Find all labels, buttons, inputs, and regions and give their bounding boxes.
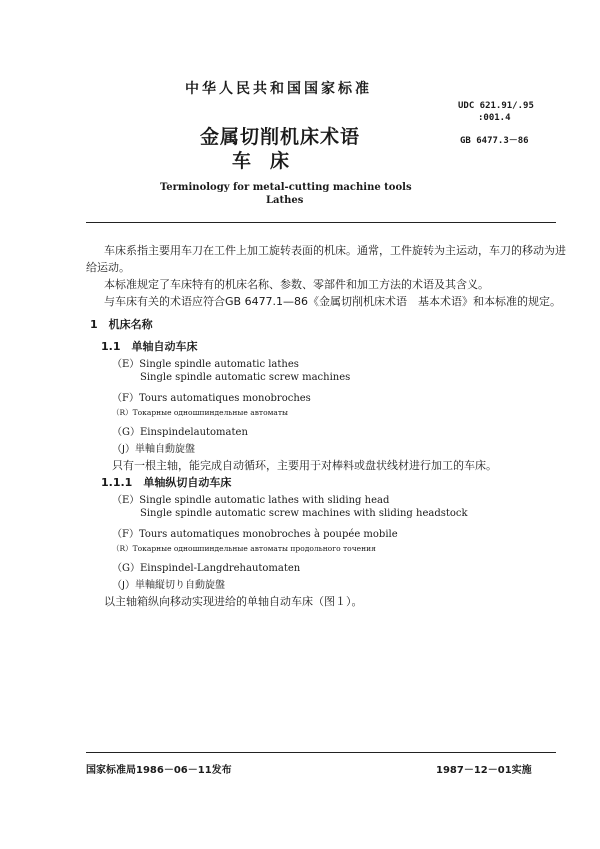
header-divider (86, 222, 556, 223)
intro-paragraph-2: 本标准规定了车床特有的机床名称、参数、零部件和加工方法的术语及其含义。 (104, 278, 489, 291)
national-standard-heading: 中华人民共和国国家标准 (185, 81, 372, 97)
document-subtitle-cn: 车 床 (232, 150, 290, 172)
term-english-alt-1-1-1: Single spindle automatic screw machines with sliding headstock (140, 508, 468, 519)
section-heading: 1 机床名称 (90, 318, 153, 331)
gb-standard-number: GB 6477.3－86 (460, 136, 529, 146)
document-title-cn: 金属切削机床术语 (200, 126, 361, 148)
definition-1-1: 只有一根主轴，能完成自动循环，主要用于对棒料或盘状线材进行加工的车床。 (112, 459, 497, 472)
term-english-alt-1-1: Single spindle automatic screw machines (140, 372, 351, 383)
term-german-1-1-1: （G）Einspindel-Langdrehautomaten (112, 563, 301, 574)
term-english-1-1-1: （E）Single spindle automatic lathes with sliding head (112, 495, 390, 506)
publish-info: 国家标准局1986－06－11发布 (86, 765, 232, 776)
term-english-1-1: （E）Single spindle automatic lathes (112, 359, 299, 370)
definition-1-1-1: 以主轴箱纵向移动实现进给的单轴自动车床（图１）。 (104, 595, 363, 608)
udc-code-line-1: UDC 621.91/.95 (458, 101, 534, 111)
intro-paragraph-3: 与车床有关的术语应符合GB 6477.1—86《金属切削机床术语 基本术语》和本标准的规定。 (104, 295, 562, 308)
footer-divider (86, 752, 556, 753)
term-japanese-1-1-1: （J）単軸縦切り自動旋盤 (112, 580, 225, 591)
intro-paragraph-1-line-1: 车床系指主要用车刀在工件上加工旋转表面的机床。通常，工件旋转为主运动，车刀的移动为进 (104, 244, 566, 257)
term-russian-1-1-1: （R）Токарные одношпиндельные автоматы продольного точения (112, 544, 376, 553)
intro-paragraph-1-line-2: 给运动。 (86, 261, 130, 274)
term-french-1-1: （F）Tours automatiques monobroches (112, 393, 311, 404)
implementation-date: 1987－12－01实施 (436, 765, 532, 776)
document-title-en: Terminology for metal-cutting machine tools (160, 182, 412, 193)
subsection-1-1-1-heading: 1.1.1 单轴纵切自动车床 (101, 476, 232, 489)
udc-code-line-2: :001.4 (478, 113, 511, 123)
subsection-1-1-heading: 1.1 单轴自动车床 (101, 340, 198, 353)
document-subtitle-en: Lathes (266, 195, 304, 206)
term-japanese-1-1: （J）単軸自動旋盤 (112, 444, 195, 455)
term-russian-1-1: （R）Токарные одношпиндельные автоматы (112, 408, 289, 417)
term-french-1-1-1: （F）Tours automatiques monobroches à poupée mobile (112, 529, 398, 540)
term-german-1-1: （G）Einspindelautomaten (112, 427, 248, 438)
